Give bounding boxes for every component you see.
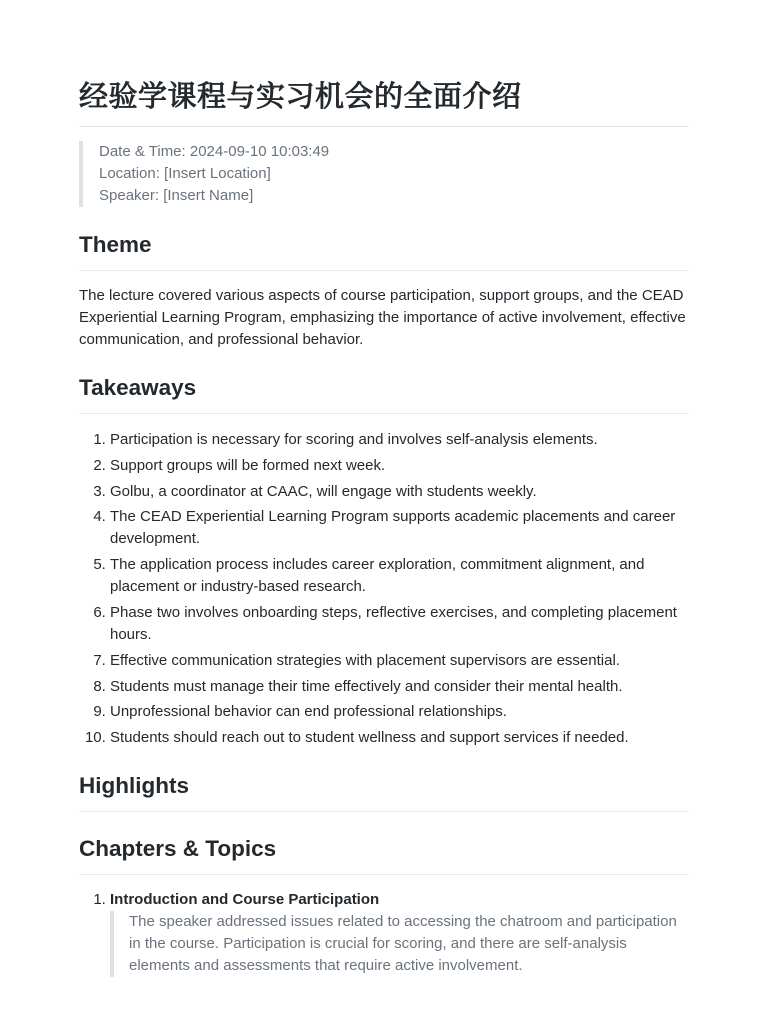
takeaway-item: 1. Participation is necessary for scoring and involves self-analysis elements. [110,429,689,451]
page-title: 经验学课程与实习机会的全面介绍 [79,74,689,127]
takeaway-item: 2. Support groups will be formed next week. [110,455,689,477]
meta-location: Location: [Insert Location] [99,165,271,182]
takeaway-item: 3. Golbu, a coordinator at CAAC, will engage with students weekly. [110,481,689,503]
takeaway-item: 10. Students should reach out to student wellness and support services if needed. [110,727,689,749]
chapters-list [79,889,689,977]
takeaways-list [79,429,689,749]
document [79,74,689,977]
takeaway-item: 8. Students must manage their time effectively and consider their mental health. [110,676,689,698]
chapters-heading: Chapters & Topics [79,834,689,875]
takeaway-item: 7. Effective communication strategies with placement supervisors are essential. [110,650,689,672]
takeaway-item: 9. Unprofessional behavior can end professional relationships. [110,701,689,723]
chapter-description: The speaker addressed issues related to accessing the chatroom and participation in the course. Participation is crucial for scoring, and there are self-analysis elements and assessments that require active involvement. [110,911,689,977]
takeaways-heading: Takeaways [79,373,689,414]
theme-text: The lecture covered various aspects of course participation, support groups, and the CEAD Experiential Learning Program, emphasizing the importance of active involvement, effective communication, and professional behavior. [79,287,686,348]
highlights-heading: Highlights [79,771,689,812]
takeaway-item: 4. The CEAD Experiential Learning Program supports academic placements and career development. [110,506,689,550]
meta-block [79,141,689,207]
takeaway-item: 5. The application process includes career exploration, commitment alignment, and placement or industry-based research. [110,554,689,598]
meta-datetime: Date & Time: 2024-09-10 10:03:49 [99,143,330,160]
theme-heading: Theme [79,230,689,271]
takeaway-item: 6. Phase two involves onboarding steps, reflective exercises, and completing placement hours. [110,602,689,646]
chapter-title: 1. Introduction and Course Participation [110,891,380,909]
chapter-item [110,889,689,977]
meta-speaker: Speaker: [Insert Name] [99,187,254,204]
